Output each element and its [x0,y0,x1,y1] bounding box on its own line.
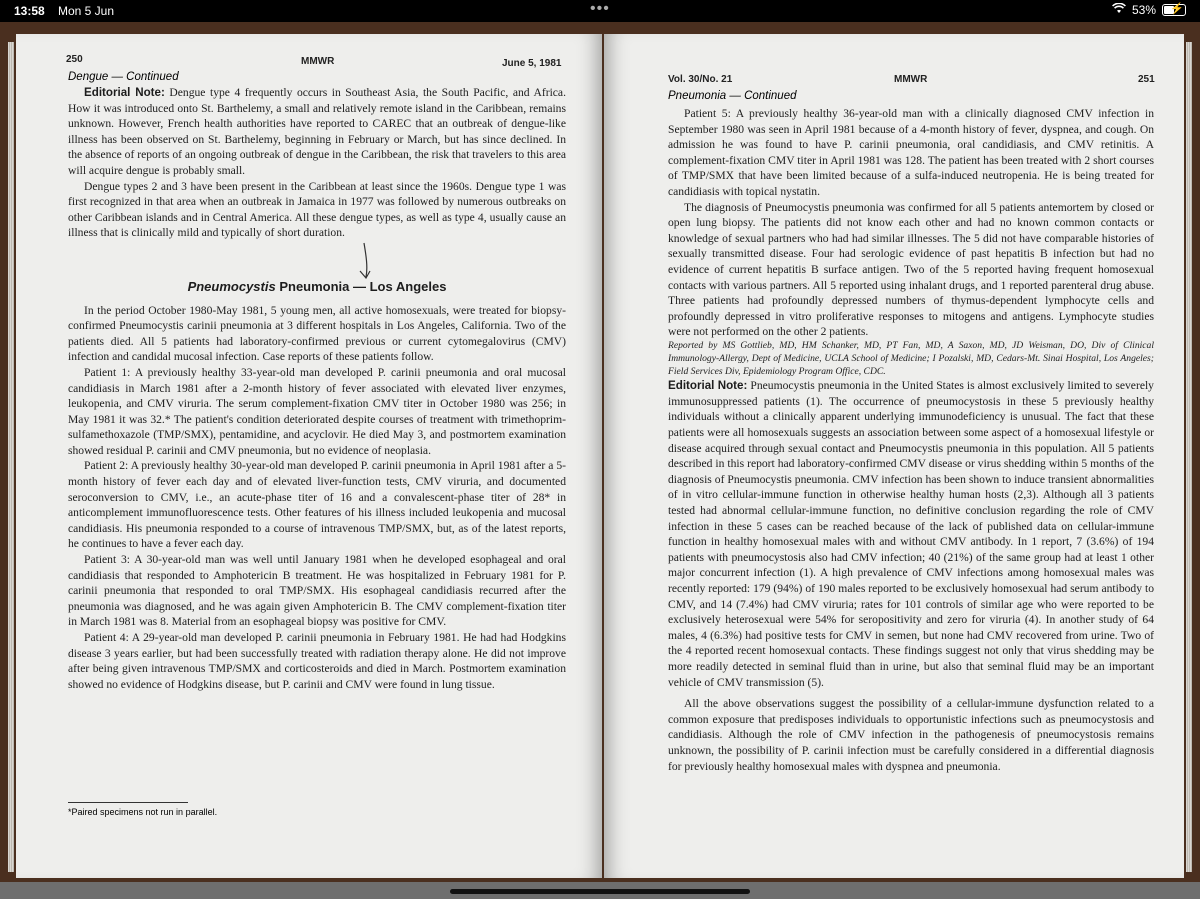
patient-5: Patient 5: A previously healthy 36-year-old man with a clinically diagnosed CMV infection in September 1980 was seen in April 1981 because of a 4-month history of fever, dyspnea, and cough. On admission he was found to have P. carinii pneumonia, oral candidiasis, and CMV retinitis. A complement-fixation CMV titer in April 1981 was 128. The patient has been treated with 2 short courses of TMP/SMX that have been limited because of a sulfa-induced neutropenia. He is being treated for candidiasis with topical nystatin. [668,107,1154,198]
editorial-label: Editorial Note: [84,86,165,99]
page-number-right: 251 [1138,74,1155,85]
multitasking-dots-icon[interactable]: ••• [590,0,610,17]
patient-3: Patient 3: A 30-year-old man was well until January 1981 when he developed esophageal and oral candidiasis that responded to Amphotericin B treatment. He was hospitalized in February 1981 for P. carinii pneumonia that responded to oral TMP/SMX. His esophageal candidiasis recurred after the pneumonia was diagnosed, and he was again given Amphotericin B. The CMV complement-fixation titer in March 1981 was 8. Material from an esophageal biopsy was positive for CMV. [68,553,566,629]
right-column [668,106,1154,774]
footnote-rule [68,802,188,803]
section-continued: Dengue — Continued [68,71,179,83]
title-rest: Pneumonia — Los Angeles [275,278,447,294]
book-photo [0,22,1200,882]
home-indicator[interactable] [450,889,750,894]
page-edges-right [1186,42,1192,872]
section-continued-right: Pneumonia — Continued [668,90,797,102]
journal-name: MMWR [301,56,335,67]
status-time: 13:58 [14,4,45,18]
photo-viewer[interactable] [0,22,1200,899]
right-page [604,34,1184,878]
dengue-paragraph: Dengue types 2 and 3 have been present in the Caribbean at least since the 1960s. Dengue type 1 was first recognized in that area when an outbreak in Jamaica in 1977 was followed by numerous outbreaks on other Caribbean islands and in Central America. All these dengue types, as well as type 4, usually cause an illness that is clinically mild and typically of short duration. [68,179,566,240]
title-italic: Pneumocystis [187,278,276,294]
diagnosis-paragraph: The diagnosis of Pneumocystis pneumonia was confirmed for all 5 patients antemortem by closed or open lung biopsy. The patients did not know each other and had no known common contacts or knowledge of sexual partners who had had similar illnesses. The 5 did not have comparable histories of sexually transmitted disease. Four had serologic evidence of past hepatitis B infection but had no evidence of current hepatitis B surface antigen. Two of the 5 reported having frequent homosexual contacts with various partners. All 5 reported using inhalant drugs, and 1 reported parenteral drug abuse. Three patients had profoundly depressed numbers of thymus-dependent lymphocyte cells and profoundly depressed in vitro proliferative responses to mitogens and antigens. Lymphocyte studies were not performed on the other 2 patients. [668,200,1154,339]
intro-paragraph: In the period October 1980-May 1981, 5 young men, all active homosexuals, were treated for biopsy-confirmed Pneumocystis carinii pneumonia at 3 different hospitals in Los Angeles, California. Two of the patients died. All 5 patients had laboratory-confirmed previous or current cytomegalovirus (CMV) infection and candidal mucosal infection. Case reports of these patients follow. [68,303,566,364]
battery-charging-icon: ⚡ [1162,4,1186,16]
patient-4: Patient 4: A 29-year-old man developed P. carinii pneumonia in February 1981. He had had Hodgkins disease 3 years earlier, but had been successfully treated with radiation therapy alone. He did not improve after being given intravenous TMP/SMX and corticosteroids and died in March. Postmortem examination showed no evidence of Hodgkins disease, but P. carinii and CMV were found in lung tissue. [68,631,566,691]
status-bar [0,0,1200,22]
conclusion-paragraph: All the above observations suggest the possibility of a cellular-immune dysfunction related to a common exposure that predisposes individuals to opportunistic infections such as pneumocystosis and candidiasis. Although the role of CMV infection in the pathogenesis of pneumocystosis remains unknown, the possibility of P. carinii infection must be carefully considered in a differential diagnosis for previously healthy homosexual males with dyspnea and pneumonia. [668,697,1154,773]
page-edges-left [8,42,14,872]
left-page [16,34,602,878]
journal-name-right: MMWR [894,74,928,85]
issue-date: June 5, 1981 [502,58,562,69]
battery-percent: 53% [1131,3,1156,17]
status-right [1112,3,1186,17]
volume-number: Vol. 30/No. 21 [668,74,733,85]
footnote: *Paired specimens not run in parallel. [68,807,218,817]
patient-1: Patient 1: A previously healthy 33-year-old man developed P. carinii pneumonia and oral mucosal candidiasis in March 1981 after a 2-month history of fever associated with elevated liver enzymes, leukopenia, and CMV viruria. The serum complement-fixation CMV titer in October 1980 was 256; in May 1981 it was 32.* The patient's condition deteriorated despite courses of treatment with trimethoprim-sulfamethoxazole (TMP/SMX), pentamidine, and acyclovir. He died May 3, and postmortem examination showed residual P. carinii and CMV pneumonia, but no evidence of neoplasia. [68,365,566,457]
status-date: Mon 5 Jun [58,4,115,18]
left-column [68,85,566,692]
editorial-label-right: Editorial Note: [668,379,748,393]
report-credit: Reported by MS Gottlieb, MD, HM Schanker, MD, PT Fan, MD, A Saxon, MD, JD Weisman, DO, Div of Clinical Immunology-Allergy, Dept of Medicine, UCLA School of Medicine; I Pozalski, MD, Cedars-Mt. Sinai Hospital, Los Angeles; Field Services Div, Epidemiology Program Office, CDC. [668,339,1154,377]
editorial-text: Dengue type 4 frequently occurs in Southeast Asia, the South Pacific, and Africa. How it was introduced onto St. Barthelemy, a small and relatively remote island in the Caribbean, remains unknown. However, French health authorities have reported to CAREC that an outbreak of dengue-like illness has been observed on St. Barthelemy, beginning in February or March, but has since declined. In the absence of reports of an ongoing outbreak of dengue in the Caribbean, the risk that travelers to this area will acquire dengue is probably small. [68,86,566,177]
patient-2: Patient 2: A previously healthy 30-year-old man developed P. carinii pneumonia in April 1981 after a 5-month history of fever each day and of elevated liver-function tests, CMV viruria, and documented seroconversion to CMV, i.e., an acute-phase titer of 16 and a convalescent-phase titer of 28* in anticomplement immunofluorescence tests. Other features of his illness included leukopenia and mucosal candidiasis. His pneumonia responded to a course of intravenous TMP/SMX, but, as of the latest reports, he continues to have a fever each day. [68,459,566,551]
editorial-text-right: Pneumocystis pneumonia in the United States is almost exclusively limited to severely immunosuppressed patients (1). The occurrence of pneumocystosis in these 5 previously healthy individuals without a clinically apparent underlying immunodeficiency is unusual. The fact that these patients were all homosexuals suggests an association between some aspect of a homosexual lifestyle or disease acquired through sexual contact and Pneumocystis pneumonia in this population. All 5 patients described in this report had laboratory-confirmed CMV disease or virus shedding within 5 months of the diagnosis of Pneumocystis pneumonia. CMV infection has been shown to induce transient abnormalities of in vitro cellular-immune function in otherwise healthy human hosts (2,3). Although all 3 patients tested had abnormal cellular-immune function, no definitive conclusion regarding the role of CMV infection in these 5 cases can be reached because of the lack of published data on cellular-immune function in healthy homosexual males with and without CMV antibody. In 1 report, 7 (3.6%) of 194 patients with pneumocystosis also had CMV infection; 40 (21%) of the same group had at least 1 other major concurrent infection (1). A high prevalence of CMV infections among homosexual males was recently reported: 179 (94%) of 190 males reported to be exclusively homosexual had serum antibody to CMV, and 14 (7.4%) had CMV viruria; rates for 101 controls of similar age who were reported to be exclusively heterosexual were 54% for seropositivity and zero for viruria (4). In another study of 64 males, 4 (6.3%) had positive tests for CMV in semen, but none had CMV recovered from urine. Two of the 4 reported recent homosexual contacts. These findings suggest not only that virus shedding may be more readily detected in seminal fluid than in urine, but also that seminal fluid may be an important vehicle of CMV transmission (5). [668,379,1154,689]
pen-mark [68,241,566,279]
page-number: 250 [66,54,83,65]
wifi-icon [1112,3,1126,17]
article-title [68,279,566,295]
